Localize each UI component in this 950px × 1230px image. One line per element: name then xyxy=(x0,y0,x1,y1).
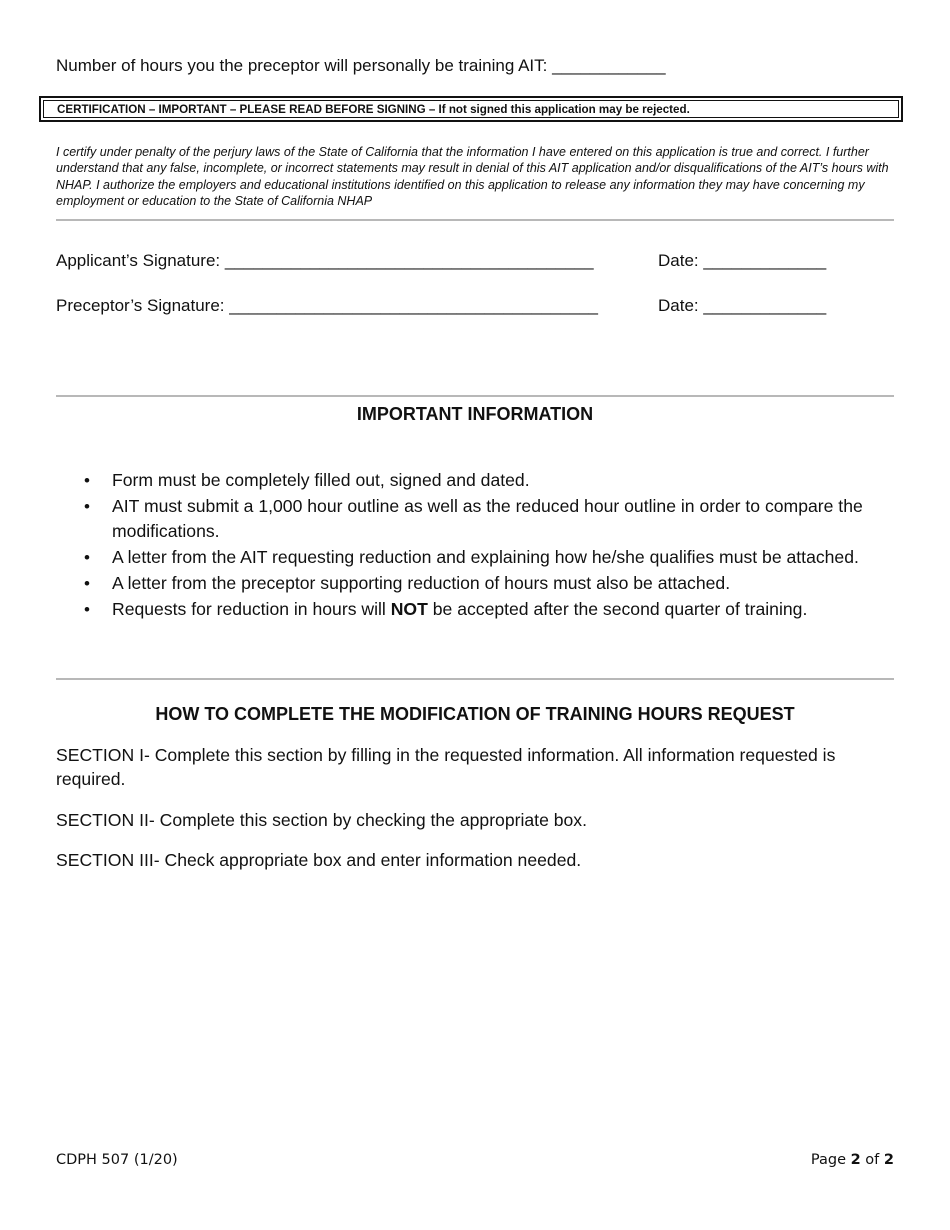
list-item-text: A letter from the preceptor supporting reduction of hours must also be attached. xyxy=(112,573,731,593)
list-item-text-before: Requests for reduction in hours will xyxy=(112,599,391,619)
list-item xyxy=(56,494,896,544)
form-id: CDPH 507 (1/20) xyxy=(56,1152,178,1168)
list-item xyxy=(56,597,896,622)
bullet-icon: • xyxy=(84,471,90,490)
section-3-instructions: SECTION III- Check appropriate box and enter information needed. xyxy=(56,850,582,870)
preceptor-date-field[interactable]: Date: _____________ xyxy=(658,296,827,315)
list-item-text: Form must be completely filled out, signed and dated. xyxy=(112,470,530,490)
important-info-list xyxy=(56,468,896,623)
list-item xyxy=(56,545,896,570)
hours-training-field[interactable]: Number of hours you the preceptor will personally be training AIT: ____________ xyxy=(56,56,666,75)
certification-box xyxy=(39,96,903,122)
page-number xyxy=(811,1152,894,1168)
divider-2 xyxy=(56,395,894,397)
list-item xyxy=(56,571,896,596)
preceptor-signature-field[interactable]: Preceptor’s Signature: _______________________________________ xyxy=(56,296,598,315)
important-info-heading: IMPORTANT INFORMATION xyxy=(356,404,594,424)
certification-heading: CERTIFICATION – IMPORTANT – PLEASE READ BEFORE SIGNING – If not signed this application may be rejected. xyxy=(43,100,899,118)
list-item-text: AIT must submit a 1,000 hour outline as well as the reduced hour outline in order to compare the modifications. xyxy=(112,496,863,541)
bullet-icon: • xyxy=(84,600,90,619)
page-of: of xyxy=(860,1152,884,1168)
bullet-icon: • xyxy=(84,574,90,593)
page-current: 2 xyxy=(850,1152,861,1168)
bullet-icon: • xyxy=(84,497,90,516)
list-item xyxy=(56,468,896,493)
section-2-instructions: SECTION II- Complete this section by checking the appropriate box. xyxy=(56,810,587,830)
bullet-icon: • xyxy=(84,548,90,567)
divider-3 xyxy=(56,678,894,680)
how-to-heading: HOW TO COMPLETE THE MODIFICATION OF TRAINING HOURS REQUEST xyxy=(155,704,795,724)
applicant-signature-field[interactable]: Applicant’s Signature: _______________________________________ xyxy=(56,251,594,270)
page-prefix: Page xyxy=(810,1152,851,1168)
section-1-instructions: SECTION I- Complete this section by filling in the requested information. All information requested is required. xyxy=(56,745,836,789)
applicant-date-field[interactable]: Date: _____________ xyxy=(658,251,827,270)
page-total: 2 xyxy=(883,1152,894,1168)
list-item-text: A letter from the AIT requesting reduction and explaining how he/she qualifies must be attached. xyxy=(112,547,859,567)
divider-1 xyxy=(56,219,894,221)
list-item-text-after: be accepted after the second quarter of training. xyxy=(427,599,808,619)
list-item-emphasis: NOT xyxy=(390,599,428,619)
certification-statement: I certify under penalty of the perjury laws of the State of California that the information I have entered on this application is true and correct. I further understand that any false, incomplete, or incorrect statements may result in denial of this AIT application and/or disqualifications of the AIT’s hours with NHAP. I authorize the employers and educational institutions identified on this application to release any information they may have concerning my employment or education to the State of California NHAP xyxy=(56,145,889,208)
